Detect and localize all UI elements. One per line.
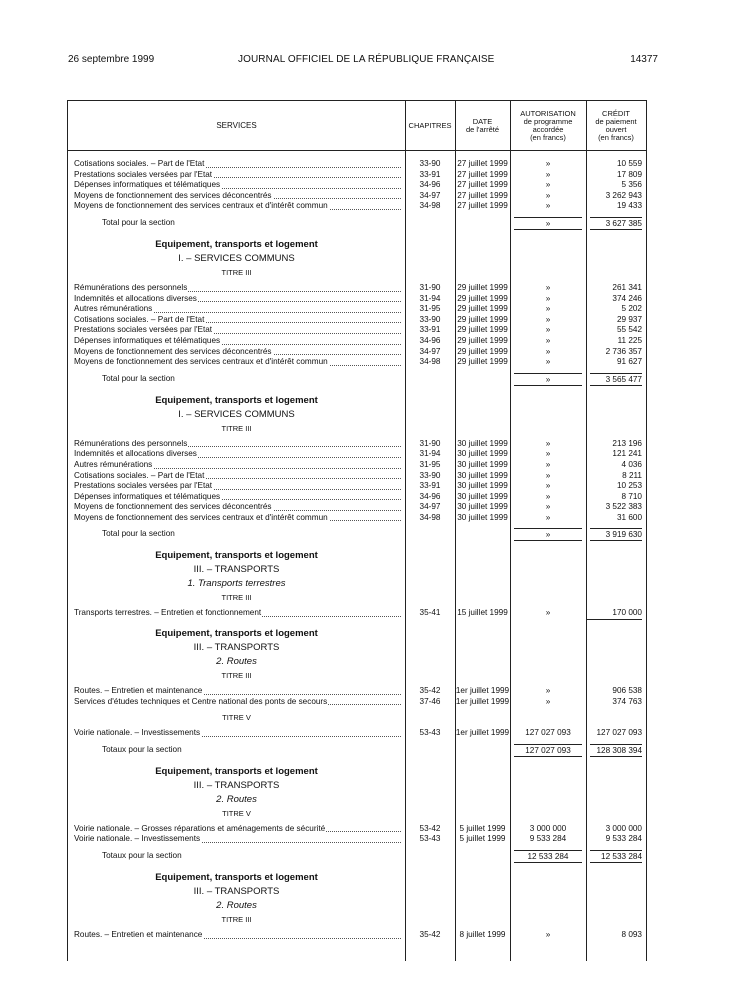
row-chapitre: 35-42 (419, 686, 441, 696)
row-autorisation: » (545, 180, 551, 190)
total-autorisation: » (514, 528, 582, 541)
table-row (68, 180, 646, 191)
section-subtitle: I. – SERVICES COMMUNS (178, 408, 295, 420)
row-autorisation: » (545, 686, 551, 696)
row-chapitre: 53-43 (419, 834, 441, 844)
row-autorisation: 3 000 000 (529, 823, 567, 833)
header-journal-title: JOURNAL OFFICIEL DE LA RÉPUBLIQUE FRANÇAISE (238, 54, 495, 65)
row-label (74, 304, 405, 315)
row-chapitre: 31-95 (419, 459, 441, 469)
row-label-text: Moyens de fonctionnement des services déconcentrés (74, 502, 272, 512)
titre-heading: TITRE V (222, 808, 251, 818)
row-credit: 3 522 383 (605, 502, 642, 512)
total-label (102, 849, 405, 863)
row-date: 5 juillet 1999 (459, 823, 506, 833)
titre-heading: TITRE III (221, 423, 252, 433)
section-subheading: 2. Routes (216, 793, 257, 805)
row-autorisation: 127 027 093 (525, 728, 571, 738)
table-row (68, 460, 646, 471)
row-label-text: Prestations sociales versées par l'Etat (74, 169, 213, 179)
row-chapitre: 34-97 (419, 190, 441, 200)
table-row (68, 824, 646, 835)
table-row (68, 159, 646, 170)
row-label (74, 728, 405, 739)
column-header-credit-line: de paiement (595, 117, 637, 126)
header-page-number: 14377 (630, 54, 658, 65)
row-label-text: Dépenses informatiques et télématiques (74, 180, 221, 190)
section-total-row (68, 372, 646, 386)
row-label-text: Voirie nationale. – Grosses réparations et aménagements de sécurité (74, 823, 326, 833)
row-label (74, 283, 405, 294)
row-date: 30 juillet 1999 (457, 449, 508, 459)
row-credit: 3 000 000 (605, 823, 642, 833)
table-row (68, 294, 646, 305)
row-label (74, 201, 405, 212)
spacer (68, 230, 646, 238)
row-label-text: Moyens de fonctionnement des services centraux et d'intérêt commun (74, 357, 328, 367)
table-row (68, 304, 646, 315)
row-label (74, 439, 405, 450)
row-credit: 3 262 943 (605, 190, 642, 200)
section-title: Equipement, transports et logement (155, 238, 318, 250)
titre-heading: TITRE III (221, 915, 252, 925)
row-autorisation: » (545, 282, 551, 292)
row-chapitre: 34-97 (419, 502, 441, 512)
row-chapitre: 34-96 (419, 335, 441, 345)
row-autorisation: » (545, 449, 551, 459)
row-credit: 11 225 (617, 335, 642, 345)
row-chapitre: 31-94 (419, 449, 441, 459)
row-credit: 8 211 (622, 470, 642, 480)
section-total-row (68, 216, 646, 230)
column-header-autorisation-line: AUTORISATION (520, 109, 576, 118)
row-autorisation: 9 533 284 (529, 834, 567, 844)
row-label (74, 460, 405, 471)
row-label-text: Routes. – Entretien et maintenance (74, 686, 203, 696)
row-date: 30 juillet 1999 (457, 512, 508, 522)
row-label-text: Rémunérations des personnels (74, 438, 188, 448)
section-subtitle: III. – TRANSPORTS (193, 564, 280, 576)
row-autorisation: » (545, 335, 551, 345)
section-title: Equipement, transports et logement (155, 872, 318, 884)
row-chapitre: 34-96 (419, 180, 441, 190)
row-credit: 374 763 (612, 696, 642, 706)
row-label (74, 834, 405, 845)
row-label (74, 357, 405, 368)
row-autorisation: » (545, 470, 551, 480)
row-autorisation: » (545, 512, 551, 522)
row-label-text: Prestations sociales versées par l'Etat (74, 481, 213, 491)
row-chapitre: 35-42 (419, 930, 441, 940)
row-credit: 10 559 (616, 159, 642, 168)
row-date: 29 juillet 1999 (457, 314, 508, 324)
row-credit: 261 341 (612, 282, 642, 292)
row-label (74, 170, 405, 181)
row-chapitre: 53-42 (419, 823, 441, 833)
row-date: 27 juillet 1999 (457, 159, 508, 168)
row-date: 30 juillet 1999 (457, 491, 508, 501)
row-date: 15 juillet 1999 (457, 608, 508, 618)
spacer (68, 757, 646, 765)
row-label (74, 502, 405, 513)
row-date: 27 juillet 1999 (457, 169, 508, 179)
row-date: 29 juillet 1999 (457, 346, 508, 356)
total-autorisation: 127 027 093 (514, 744, 582, 757)
row-label-text: Indemnités et allocations diverses (74, 449, 197, 459)
row-label-text: Autres rémunérations (74, 304, 153, 314)
section-title: Equipement, transports et logement (155, 394, 318, 406)
row-date: 30 juillet 1999 (457, 438, 508, 448)
section-title: Equipement, transports et logement (155, 628, 318, 640)
row-credit: 8 093 (621, 930, 642, 940)
row-label-text: Prestations sociales versées par l'Etat (74, 325, 213, 335)
column-header-date (455, 118, 510, 134)
section-subheading: 2. Routes (216, 656, 257, 668)
row-autorisation: » (545, 459, 551, 469)
row-date: 29 juillet 1999 (457, 293, 508, 303)
table-row (68, 930, 646, 941)
row-label-text: Dépenses informatiques et télématiques (74, 491, 221, 501)
section-total-row (68, 527, 646, 541)
row-date: 1er juillet 1999 (455, 696, 510, 706)
table-body (68, 151, 646, 941)
row-label-text: Moyens de fonctionnement des services déconcentrés (74, 190, 272, 200)
row-credit: 2 736 357 (605, 346, 642, 356)
row-date: 27 juillet 1999 (457, 180, 508, 190)
titre-heading: TITRE V (222, 713, 251, 723)
row-chapitre: 37-46 (419, 696, 441, 706)
row-credit: 17 809 (616, 169, 642, 179)
row-label (74, 180, 405, 191)
row-autorisation: » (545, 169, 551, 179)
row-autorisation: » (545, 325, 551, 335)
table-row (68, 449, 646, 460)
section-subtitle: III. – TRANSPORTS (193, 642, 280, 654)
total-label (102, 527, 405, 541)
row-label-text: Cotisations sociales. – Part de l'Etat (74, 470, 205, 480)
row-label-text: Moyens de fonctionnement des services centraux et d'intérêt commun (74, 512, 328, 522)
table-row (68, 170, 646, 181)
titre-heading: TITRE III (221, 671, 252, 681)
row-label (74, 325, 405, 336)
row-autorisation: » (545, 438, 551, 448)
column-header-date-line: DATE (472, 117, 493, 126)
section-total-row (68, 849, 646, 863)
total-label-text: Total pour la section (102, 529, 175, 539)
row-label-text: Transports terrestres. – Entretien et fonctionnement (74, 608, 262, 618)
row-date: 30 juillet 1999 (457, 459, 508, 469)
row-autorisation: » (545, 481, 551, 491)
table-row (68, 502, 646, 513)
row-credit: 10 253 (616, 481, 642, 491)
table-row (68, 608, 646, 619)
total-credit: 3 627 385 (590, 217, 642, 230)
row-chapitre: 33-91 (419, 325, 441, 335)
row-chapitre: 53-43 (419, 728, 441, 738)
row-label-text: Routes. – Entretien et maintenance (74, 930, 203, 940)
row-label (74, 294, 405, 305)
row-label-text: Dépenses informatiques et télématiques (74, 335, 221, 345)
column-header-autorisation (510, 110, 586, 142)
row-chapitre: 34-97 (419, 346, 441, 356)
row-chapitre: 33-90 (419, 470, 441, 480)
total-label-text: Totaux pour la section (102, 851, 182, 861)
row-label (74, 697, 405, 708)
row-label-text: Voirie nationale. – Investissements (74, 728, 201, 738)
row-credit: 91 627 (616, 357, 642, 367)
row-label (74, 336, 405, 347)
row-date: 29 juillet 1999 (457, 335, 508, 345)
row-date: 30 juillet 1999 (457, 481, 508, 491)
row-date: 29 juillet 1999 (457, 304, 508, 314)
row-label (74, 608, 405, 619)
row-label-text: Rémunérations des personnels (74, 282, 188, 292)
total-label-text: Total pour la section (102, 217, 175, 227)
spacer (68, 619, 646, 627)
total-credit: 3 565 477 (590, 373, 642, 386)
row-label-text: Cotisations sociales. – Part de l'Etat (74, 159, 205, 168)
column-header-chapitres: CHAPITRES (408, 121, 452, 130)
row-autorisation: » (545, 293, 551, 303)
section-title: Equipement, transports et logement (155, 550, 318, 562)
spacer (68, 863, 646, 871)
row-autorisation: » (545, 346, 551, 356)
row-chapitre: 34-98 (419, 512, 441, 522)
row-credit: 5 202 (621, 304, 642, 314)
table-row (68, 697, 646, 708)
column-header-autorisation-line: (en francs) (530, 133, 566, 142)
row-credit: 5 356 (621, 180, 642, 190)
row-credit: 31 600 (616, 512, 642, 522)
row-autorisation: » (545, 608, 551, 618)
column-header-credit-line: ouvert (605, 125, 627, 134)
total-credit: 3 919 630 (590, 528, 642, 541)
row-credit: 4 036 (621, 459, 642, 469)
spacer (68, 386, 646, 394)
section-subheading: 1. Transports terrestres (187, 578, 286, 590)
total-label (102, 216, 405, 230)
spacer (68, 151, 646, 159)
row-credit: 8 710 (621, 491, 642, 501)
row-credit: 170 000 (586, 608, 642, 620)
row-label (74, 686, 405, 697)
row-label-text: Indemnités et allocations diverses (74, 293, 197, 303)
section-subtitle: III. – TRANSPORTS (193, 779, 280, 791)
row-credit: 55 542 (616, 325, 642, 335)
section-subtitle: III. – TRANSPORTS (193, 886, 280, 898)
row-credit: 213 196 (612, 438, 642, 448)
row-chapitre: 31-90 (419, 282, 441, 292)
row-label (74, 471, 405, 482)
table-row (68, 686, 646, 697)
table-row (68, 357, 646, 368)
total-credit: 12 533 284 (590, 850, 642, 863)
row-label (74, 930, 405, 941)
row-credit: 127 027 093 (596, 728, 642, 738)
row-chapitre: 31-90 (419, 438, 441, 448)
titre-heading: TITRE III (221, 267, 252, 277)
row-label (74, 824, 405, 835)
total-autorisation: » (514, 217, 582, 230)
total-autorisation: » (514, 373, 582, 386)
row-chapitre: 33-90 (419, 159, 441, 168)
table-row (68, 481, 646, 492)
row-chapitre: 34-98 (419, 357, 441, 367)
credits-table (67, 100, 647, 961)
row-date: 27 juillet 1999 (457, 201, 508, 211)
column-header-services: SERVICES (216, 121, 257, 130)
row-label-text: Autres rémunérations (74, 459, 153, 469)
titre-heading: TITRE III (221, 593, 252, 603)
table-row (68, 325, 646, 336)
row-date: 29 juillet 1999 (457, 357, 508, 367)
row-chapitre: 34-98 (419, 201, 441, 211)
row-autorisation: » (545, 502, 551, 512)
column-header-credit (586, 110, 646, 142)
row-autorisation: » (545, 190, 551, 200)
row-date: 27 juillet 1999 (457, 190, 508, 200)
table-row (68, 492, 646, 503)
table-row (68, 513, 646, 524)
total-label-text: Totaux pour la section (102, 744, 182, 754)
row-autorisation: » (545, 201, 551, 211)
row-date: 1er juillet 1999 (455, 728, 510, 738)
row-date: 30 juillet 1999 (457, 502, 508, 512)
row-date: 29 juillet 1999 (457, 282, 508, 292)
row-chapitre: 33-90 (419, 314, 441, 324)
table-row (68, 347, 646, 358)
row-label (74, 159, 405, 170)
row-label-text: Cotisations sociales. – Part de l'Etat (74, 314, 205, 324)
row-autorisation: » (545, 491, 551, 501)
row-label-text: Voirie nationale. – Investissements (74, 834, 201, 844)
total-label (102, 372, 405, 386)
row-chapitre: 34-96 (419, 491, 441, 501)
table-row (68, 201, 646, 212)
spacer (68, 541, 646, 549)
table-row (68, 439, 646, 450)
total-autorisation: 12 533 284 (514, 850, 582, 863)
row-label (74, 481, 405, 492)
row-date: 8 juillet 1999 (459, 930, 506, 940)
table-row (68, 471, 646, 482)
column-header-date-line: de l'arrêté (465, 125, 500, 134)
row-label (74, 315, 405, 326)
row-date: 29 juillet 1999 (457, 325, 508, 335)
section-subheading: 2. Routes (216, 900, 257, 912)
table-row (68, 336, 646, 347)
row-credit: 9 533 284 (605, 834, 642, 844)
row-chapitre: 33-91 (419, 169, 441, 179)
page-header (68, 54, 658, 68)
row-date: 30 juillet 1999 (457, 470, 508, 480)
row-label (74, 449, 405, 460)
table-row (68, 834, 646, 845)
row-chapitre: 33-91 (419, 481, 441, 491)
row-chapitre: 31-95 (419, 304, 441, 314)
row-date: 1er juillet 1999 (455, 686, 510, 696)
row-date: 5 juillet 1999 (459, 834, 506, 844)
section-subtitle: I. – SERVICES COMMUNS (178, 252, 295, 264)
row-autorisation: » (545, 304, 551, 314)
row-autorisation: » (545, 357, 551, 367)
row-credit: 906 538 (612, 686, 642, 696)
header-date: 26 septembre 1999 (68, 54, 155, 65)
section-total-row (68, 743, 646, 757)
table-row (68, 191, 646, 202)
row-label (74, 347, 405, 358)
row-credit: 29 937 (616, 314, 642, 324)
row-autorisation: » (545, 159, 551, 168)
total-label-text: Total pour la section (102, 373, 175, 383)
column-header-autorisation-line: accordée (532, 125, 564, 134)
row-label (74, 191, 405, 202)
row-autorisation: » (545, 314, 551, 324)
column-header-autorisation-line: de programme (523, 117, 573, 126)
row-label-text: Moyens de fonctionnement des services centraux et d'intérêt commun (74, 201, 328, 211)
total-credit: 128 308 394 (590, 744, 642, 757)
table-row (68, 728, 646, 739)
row-chapitre: 35-41 (419, 608, 441, 618)
row-credit: 374 246 (612, 293, 642, 303)
total-label (102, 743, 405, 757)
row-label (74, 513, 405, 524)
table-row (68, 315, 646, 326)
row-credit: 19 433 (616, 201, 642, 211)
row-chapitre: 31-94 (419, 293, 441, 303)
row-autorisation: » (545, 696, 551, 706)
row-label-text: Moyens de fonctionnement des services déconcentrés (74, 346, 272, 356)
section-title: Equipement, transports et logement (155, 765, 318, 777)
row-credit: 121 241 (612, 449, 642, 459)
row-label (74, 492, 405, 503)
row-autorisation: » (545, 930, 551, 940)
column-header-credit-line: (en francs) (598, 133, 634, 142)
column-header-credit-line: CRÉDIT (602, 109, 630, 118)
table-row (68, 283, 646, 294)
row-label-text: Services d'études techniques et Centre national des ponts de secours (74, 696, 328, 706)
